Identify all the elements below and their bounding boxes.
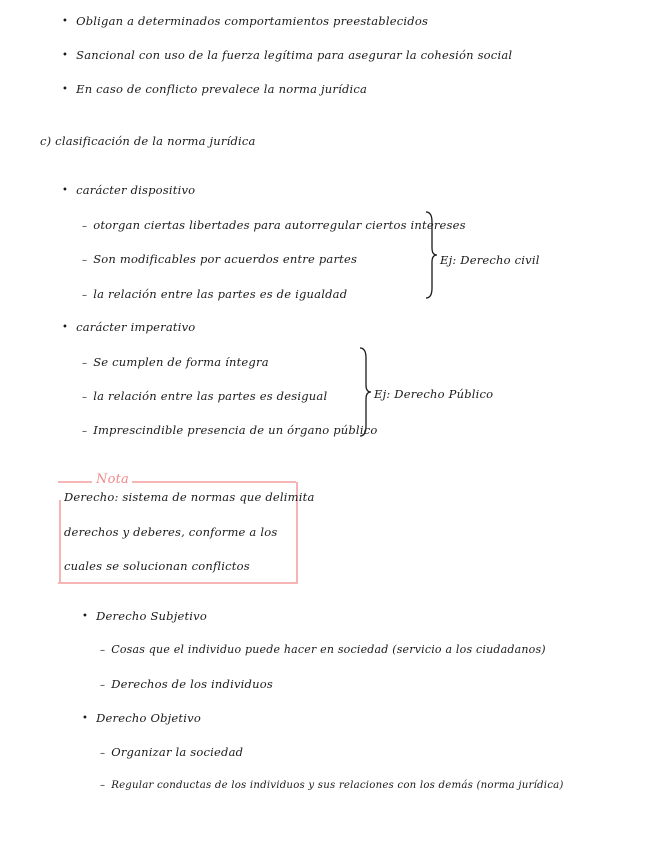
imperativo-brace — [358, 346, 372, 438]
subjetivo-label: • Derecho Subjetivo — [82, 609, 207, 625]
dispositivo-label: • carácter dispositivo — [62, 183, 195, 199]
dispositivo-brace — [424, 210, 438, 300]
imperativo-label: • carácter imperativo — [62, 320, 195, 336]
intro-bullet: • En caso de conflicto prevalece la norma jurídica — [62, 82, 367, 98]
dispositivo-item: – Son modificables por acuerdos entre partes — [82, 252, 357, 268]
dispositivo-example: Ej: Derecho civil — [440, 253, 540, 267]
imperativo-item: – la relación entre las partes es desigual — [82, 389, 327, 405]
imperativo-item: – Imprescindible presencia de un órgano público — [82, 423, 377, 439]
note-heading: Nota — [96, 472, 129, 487]
note-line: cuales se solucionan conflictos — [64, 559, 250, 573]
dispositivo-item: – la relación entre las partes es de igualdad — [82, 287, 347, 303]
note-line: Derecho: sistema de normas que delimita — [64, 490, 315, 504]
intro-bullet: • Obligan a determinados comportamientos preestablecidos — [62, 14, 428, 30]
objetivo-item: – Regular conductas de los individuos y sus relaciones con los demás (norma jurídica) — [100, 779, 564, 793]
objetivo-label: • Derecho Objetivo — [82, 711, 201, 727]
imperativo-item: – Se cumplen de forma íntegra — [82, 355, 269, 371]
dispositivo-item: – otorgan ciertas libertades para autorregular ciertos intereses — [82, 218, 466, 234]
section-c-title: c) clasificación de la norma jurídica — [40, 134, 256, 148]
intro-bullet: • Sancional con uso de la fuerza legítima para asegurar la cohesión social — [62, 48, 512, 64]
subjetivo-item: – Derechos de los individuos — [100, 677, 273, 693]
objetivo-item: – Organizar la sociedad — [100, 745, 243, 761]
subjetivo-item: – Cosas que el individuo puede hacer en sociedad (servicio a los ciudadanos) — [100, 643, 546, 658]
note-line: derechos y deberes, conforme a los — [64, 525, 278, 539]
imperativo-example: Ej: Derecho Público — [374, 387, 494, 401]
